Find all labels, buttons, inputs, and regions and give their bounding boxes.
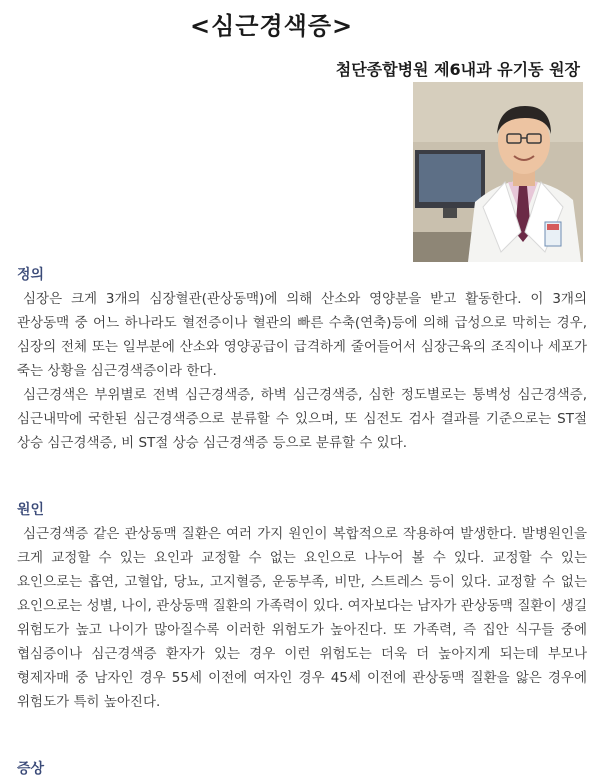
symptom-section [17,757,587,781]
definition-section [17,263,587,455]
definition-paragraph-2: 심근경색은 부위별로 전벽 심근경색증, 하벽 심근경색증, 심한 정도별로는 통벽성 심근경색증, 심근내막에 국한된 심근경색증으로 분류할 수 있으며, 또 심전도 검사 결과를 기준으로는 ST절 상승 심근경색증, 비 ST절 상승 심근경색증 등으로 분류할 수 있다. [17,387,587,451]
symptom-heading: 증상 [17,761,45,777]
cause-paragraph-1: 심근경색증 같은 관상동맥 질환은 여러 가지 원인이 복합적으로 작용하여 발생한다. 발병원인을 크게 교정할 수 있는 요인과 교정할 수 없는 요인으로 나누어 볼 수 있다. 교정할 수 있는 요인으로는 흡연, 고혈압, 당뇨, 고지혈증, 운동부족, 비만, 스트레스 등이 있다. 교정할 수 없는 요인으로는 성별, 나이, 관상동맥 질환의 가족력이 있다. 여자보다는 남자가 관상동맥 질환이 생길 위험도가 높고 나이가 많아질수록 이러한 위험도가 높아진다. 또 가족력, 즉 집안 식구들 중에 협심증이나 심근경색증 환자가 있는 경우 이런 위험도는 더욱 더 높아지게 되는데 부모나 형제자매 중 남자인 경우 55세 이전에 여자인 경우 45세 이전에 관상동맥 질환을 앓은 경우에 위험도가 특히 높아진다. [17,526,587,710]
cause-section [17,498,587,714]
definition-paragraph-1: 심장은 크게 3개의 심장혈관(관상동맥)에 의해 산소와 영양분을 받고 활동한다. 이 3개의 관상동맥 중 어느 하나라도 혈전증이나 혈관의 빠른 수축(연축)등에 의해 급성으로 막히는 경우, 심장의 전체 또는 일부분에 산소와 영양공급이 급격하게 줄어들어서 심장근육의 조직이나 세포가 죽는 상황을 심근경색증이라 한다. [17,291,587,379]
author-line: 첨단종합병원 제6내과 유기동 원장 [335,60,580,79]
doctor-portrait-icon [413,82,583,262]
definition-heading: 정의 [17,267,45,283]
page-title: <심근경색증> [190,12,354,40]
cause-heading: 원인 [17,502,45,518]
